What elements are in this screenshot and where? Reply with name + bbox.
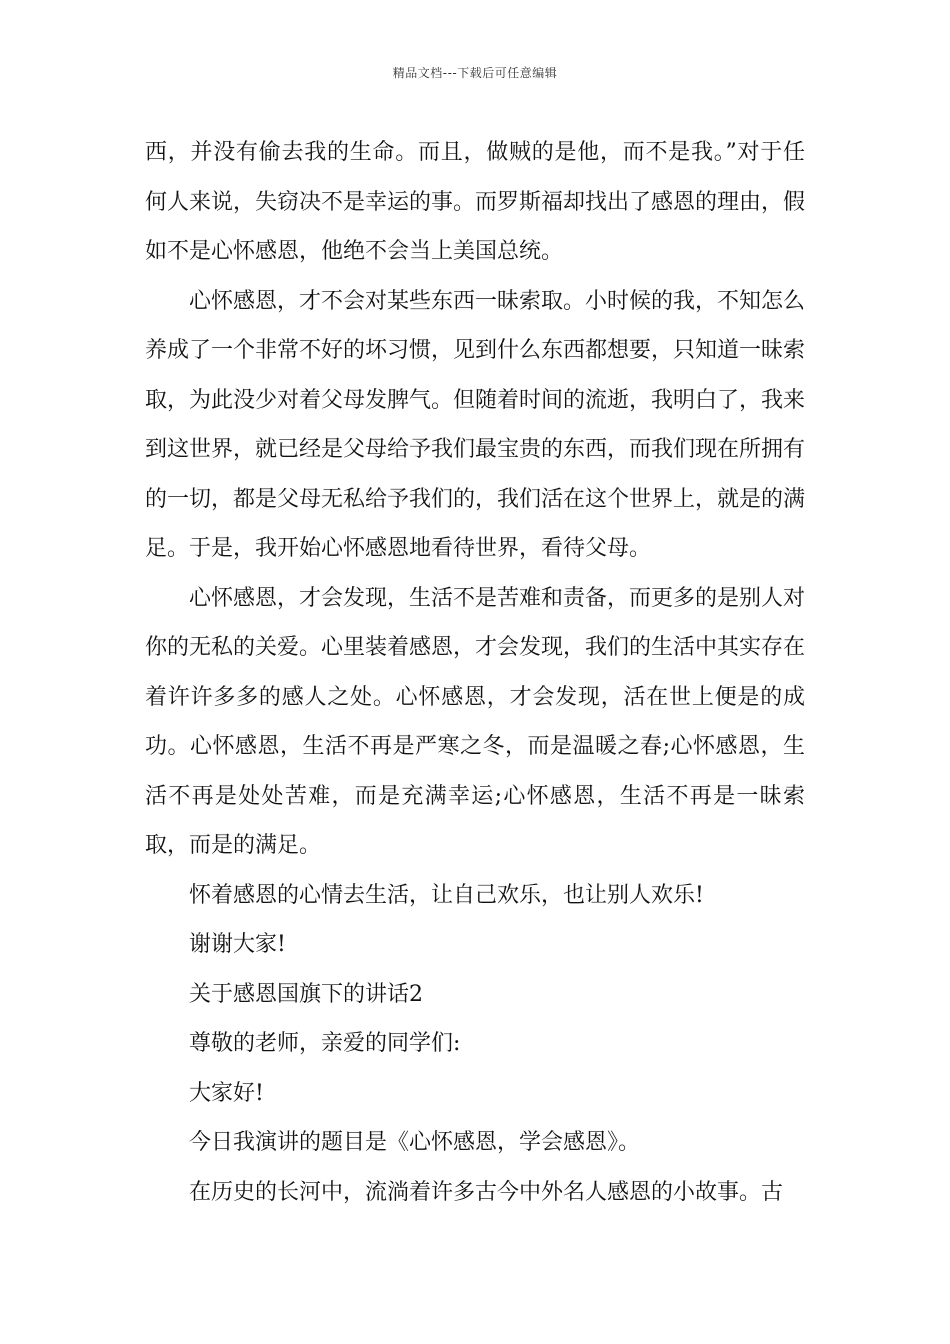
paragraph-3: 心怀感恩，才会发现，生活不是苦难和责备，而更多的是别人对你的无私的关爱。心里装着感恩，才会发现，我们的生活中其实存在着许许多多的感人之处。心怀感恩，才会发现，活在世上便是的成功。心怀感恩，生活不再是严寒之冬，而是温暖之春;心怀感恩，生活不再是处处苦难，而是充满幸运;心怀感恩，生活不再是一昧索取，而是的满足。 xyxy=(145,585,806,858)
paragraph-last: 在历史的长河中，流淌着许多古今中外名人感恩的小故事。古 xyxy=(189,1179,784,1205)
salutation: 尊敬的老师，亲爱的同学们: xyxy=(189,1031,461,1056)
paragraph-5: 谢谢大家! xyxy=(189,932,286,957)
greeting: 大家好! xyxy=(189,1080,264,1106)
paragraph-4: 怀着感恩的心情去生活，让自己欢乐，也让别人欢乐! xyxy=(189,882,704,908)
paragraph-2: 心怀感恩，才不会对某些东西一昧索取。小时候的我，不知怎么养成了一个非常不好的坏习惯，见到什么东西都想要，只知道一昧索取，为此没少对着父母发脾气。但随着时间的流逝，我明白了，我来到这世界，就已经是父母给予我们最宝贵的东西，而我们现在所拥有的一切，都是父母无私给予我们的，我们活在这个世界上，就是的满足。于是，我开始心怀感恩地看待世界，看待父母。 xyxy=(145,288,806,561)
speech-topic: 今日我演讲的题目是《心怀感恩，学会感恩》。 xyxy=(189,1130,641,1155)
paragraph-1: 西，并没有偷去我的生命。而且，做贼的是他，而不是我。”对于任何人来说，失窃决不是幸运的事。而罗斯福却找出了感恩的理由，假如不是心怀感恩，他绝不会当上美国总统。 xyxy=(145,140,806,264)
section-title: 关于感恩国旗下的讲话2 xyxy=(189,981,423,1007)
page-header: 精品文档---下载后可任意编辑 xyxy=(392,66,558,80)
document-body xyxy=(145,128,805,1217)
